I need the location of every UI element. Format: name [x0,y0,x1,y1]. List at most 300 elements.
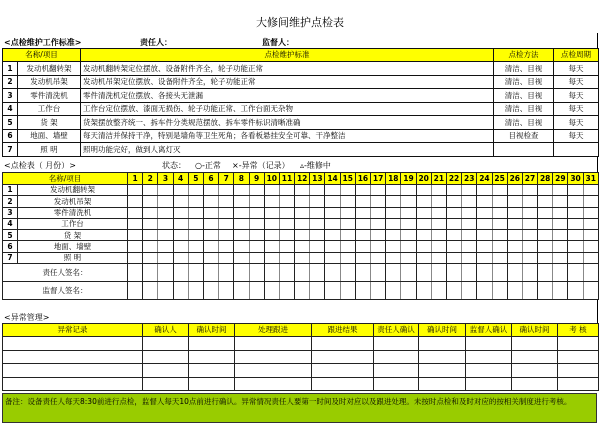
exception-cell[interactable] [558,350,599,364]
check-cell[interactable] [295,207,310,218]
exception-cell[interactable] [466,377,512,391]
check-cell[interactable] [416,218,431,229]
check-cell[interactable] [158,230,173,241]
check-cell[interactable] [173,230,188,241]
check-cell[interactable] [446,207,461,218]
check-cell[interactable] [219,252,234,263]
check-cell[interactable] [507,252,522,263]
check-cell[interactable] [386,185,401,196]
check-cell[interactable] [431,252,446,263]
signature-cell[interactable] [355,264,370,282]
signature-cell[interactable] [234,282,249,300]
signature-cell[interactable] [568,264,583,282]
check-cell[interactable] [477,252,492,263]
check-cell[interactable] [568,207,583,218]
exception-cell[interactable] [512,350,558,364]
exception-cell[interactable] [374,377,419,391]
check-cell[interactable] [462,252,477,263]
signature-cell[interactable] [553,264,568,282]
exception-cell[interactable] [312,350,374,364]
check-cell[interactable] [325,252,340,263]
check-cell[interactable] [295,196,310,207]
signature-cell[interactable] [188,264,203,282]
signature-cell[interactable] [249,264,264,282]
check-cell[interactable] [492,252,507,263]
exception-cell[interactable] [189,364,235,378]
signature-cell[interactable] [522,264,537,282]
check-cell[interactable] [522,241,537,252]
check-cell[interactable] [310,185,325,196]
check-cell[interactable] [128,252,143,263]
check-cell[interactable] [188,207,203,218]
check-cell[interactable] [340,218,355,229]
signature-cell[interactable] [325,264,340,282]
check-cell[interactable] [279,185,294,196]
check-cell[interactable] [249,241,264,252]
check-cell[interactable] [219,196,234,207]
exception-cell[interactable] [143,350,189,364]
check-cell[interactable] [401,218,416,229]
check-cell[interactable] [492,230,507,241]
check-cell[interactable] [583,207,598,218]
check-cell[interactable] [173,241,188,252]
check-cell[interactable] [583,218,598,229]
check-cell[interactable] [355,241,370,252]
check-cell[interactable] [538,218,553,229]
check-cell[interactable] [143,196,158,207]
check-cell[interactable] [340,230,355,241]
signature-cell[interactable] [522,282,537,300]
check-cell[interactable] [264,207,279,218]
exception-cell[interactable] [312,337,374,351]
check-cell[interactable] [568,230,583,241]
check-cell[interactable] [431,218,446,229]
check-cell[interactable] [264,230,279,241]
exception-cell[interactable] [143,337,189,351]
signature-cell[interactable] [295,282,310,300]
signature-cell[interactable] [279,264,294,282]
check-cell[interactable] [371,218,386,229]
check-cell[interactable] [522,207,537,218]
check-cell[interactable] [264,241,279,252]
check-cell[interactable] [340,207,355,218]
signature-cell[interactable] [249,282,264,300]
check-cell[interactable] [249,207,264,218]
check-cell[interactable] [538,230,553,241]
signature-cell[interactable] [219,282,234,300]
check-cell[interactable] [462,241,477,252]
check-cell[interactable] [158,207,173,218]
check-cell[interactable] [538,185,553,196]
signature-cell[interactable] [355,282,370,300]
check-cell[interactable] [158,252,173,263]
check-cell[interactable] [234,218,249,229]
check-cell[interactable] [355,207,370,218]
signature-cell[interactable] [219,264,234,282]
check-cell[interactable] [264,185,279,196]
check-cell[interactable] [553,241,568,252]
signature-cell[interactable] [462,264,477,282]
check-cell[interactable] [143,230,158,241]
check-cell[interactable] [462,207,477,218]
check-cell[interactable] [386,241,401,252]
check-cell[interactable] [173,252,188,263]
check-cell[interactable] [219,185,234,196]
signature-cell[interactable] [386,282,401,300]
check-cell[interactable] [188,196,203,207]
check-cell[interactable] [203,218,218,229]
signature-cell[interactable] [279,282,294,300]
signature-cell[interactable] [568,282,583,300]
check-cell[interactable] [507,218,522,229]
check-cell[interactable] [492,241,507,252]
check-cell[interactable] [325,230,340,241]
check-cell[interactable] [325,241,340,252]
exception-cell[interactable] [512,377,558,391]
check-cell[interactable] [477,207,492,218]
check-cell[interactable] [158,185,173,196]
check-cell[interactable] [188,185,203,196]
signature-cell[interactable] [583,264,598,282]
check-cell[interactable] [279,196,294,207]
signature-cell[interactable] [371,264,386,282]
check-cell[interactable] [188,230,203,241]
check-cell[interactable] [295,218,310,229]
check-cell[interactable] [446,252,461,263]
exception-cell[interactable] [189,337,235,351]
check-cell[interactable] [568,252,583,263]
check-cell[interactable] [431,207,446,218]
signature-cell[interactable] [446,282,461,300]
check-cell[interactable] [295,185,310,196]
signature-cell[interactable] [553,282,568,300]
check-cell[interactable] [203,241,218,252]
check-cell[interactable] [522,185,537,196]
exception-cell[interactable] [3,337,143,351]
check-cell[interactable] [234,241,249,252]
check-cell[interactable] [507,185,522,196]
check-cell[interactable] [416,185,431,196]
check-cell[interactable] [325,207,340,218]
exception-cell[interactable] [235,377,312,391]
exception-cell[interactable] [3,364,143,378]
exception-cell[interactable] [466,337,512,351]
check-cell[interactable] [538,252,553,263]
check-cell[interactable] [143,252,158,263]
check-cell[interactable] [310,252,325,263]
check-cell[interactable] [310,207,325,218]
check-cell[interactable] [386,252,401,263]
signature-cell[interactable] [128,264,143,282]
check-cell[interactable] [340,185,355,196]
check-cell[interactable] [553,185,568,196]
check-cell[interactable] [371,196,386,207]
check-cell[interactable] [462,230,477,241]
signature-cell[interactable] [507,282,522,300]
exception-cell[interactable] [189,350,235,364]
signature-cell[interactable] [143,264,158,282]
check-cell[interactable] [203,196,218,207]
check-cell[interactable] [431,230,446,241]
signature-cell[interactable] [538,282,553,300]
check-cell[interactable] [507,207,522,218]
check-cell[interactable] [492,207,507,218]
exception-cell[interactable] [189,377,235,391]
check-cell[interactable] [325,185,340,196]
exception-cell[interactable] [466,364,512,378]
check-cell[interactable] [203,230,218,241]
signature-cell[interactable] [325,282,340,300]
signature-cell[interactable] [158,282,173,300]
check-cell[interactable] [234,230,249,241]
check-cell[interactable] [355,185,370,196]
check-cell[interactable] [325,218,340,229]
check-cell[interactable] [522,252,537,263]
check-cell[interactable] [158,196,173,207]
check-cell[interactable] [264,196,279,207]
check-cell[interactable] [477,230,492,241]
check-cell[interactable] [477,185,492,196]
check-cell[interactable] [386,218,401,229]
check-cell[interactable] [279,230,294,241]
check-cell[interactable] [173,196,188,207]
check-cell[interactable] [203,185,218,196]
check-cell[interactable] [128,241,143,252]
check-cell[interactable] [128,207,143,218]
check-cell[interactable] [355,218,370,229]
check-cell[interactable] [401,196,416,207]
check-cell[interactable] [462,185,477,196]
check-cell[interactable] [340,252,355,263]
check-cell[interactable] [507,196,522,207]
check-cell[interactable] [340,241,355,252]
check-cell[interactable] [401,241,416,252]
check-cell[interactable] [538,196,553,207]
check-cell[interactable] [568,196,583,207]
check-cell[interactable] [446,241,461,252]
exception-cell[interactable] [419,364,466,378]
signature-cell[interactable] [462,282,477,300]
check-cell[interactable] [553,196,568,207]
check-cell[interactable] [173,185,188,196]
check-cell[interactable] [234,207,249,218]
check-cell[interactable] [553,207,568,218]
check-cell[interactable] [295,252,310,263]
check-cell[interactable] [143,185,158,196]
check-cell[interactable] [386,196,401,207]
check-cell[interactable] [158,241,173,252]
check-cell[interactable] [249,252,264,263]
check-cell[interactable] [310,230,325,241]
exception-cell[interactable] [143,377,189,391]
check-cell[interactable] [249,218,264,229]
signature-cell[interactable] [538,264,553,282]
check-cell[interactable] [431,196,446,207]
signature-cell[interactable] [446,264,461,282]
check-cell[interactable] [583,241,598,252]
signature-cell[interactable] [310,282,325,300]
signature-cell[interactable] [264,264,279,282]
check-cell[interactable] [234,196,249,207]
signature-cell[interactable] [188,282,203,300]
exception-cell[interactable] [143,364,189,378]
check-cell[interactable] [128,218,143,229]
check-cell[interactable] [386,230,401,241]
check-cell[interactable] [279,207,294,218]
signature-cell[interactable] [416,282,431,300]
check-cell[interactable] [431,185,446,196]
check-cell[interactable] [249,196,264,207]
exception-cell[interactable] [235,364,312,378]
check-cell[interactable] [522,230,537,241]
check-cell[interactable] [128,196,143,207]
signature-cell[interactable] [401,282,416,300]
check-cell[interactable] [416,196,431,207]
check-cell[interactable] [507,230,522,241]
check-cell[interactable] [295,241,310,252]
signature-cell[interactable] [477,282,492,300]
check-cell[interactable] [355,252,370,263]
check-cell[interactable] [583,252,598,263]
check-cell[interactable] [446,230,461,241]
exception-cell[interactable] [235,337,312,351]
check-cell[interactable] [538,241,553,252]
check-cell[interactable] [310,218,325,229]
exception-cell[interactable] [419,377,466,391]
check-cell[interactable] [158,218,173,229]
check-cell[interactable] [279,218,294,229]
check-cell[interactable] [401,252,416,263]
check-cell[interactable] [355,196,370,207]
check-cell[interactable] [416,241,431,252]
check-cell[interactable] [583,185,598,196]
signature-cell[interactable] [371,282,386,300]
check-cell[interactable] [568,241,583,252]
exception-cell[interactable] [3,350,143,364]
signature-cell[interactable] [203,264,218,282]
signature-cell[interactable] [173,264,188,282]
check-cell[interactable] [492,185,507,196]
check-cell[interactable] [279,252,294,263]
check-cell[interactable] [249,185,264,196]
check-cell[interactable] [310,241,325,252]
check-cell[interactable] [249,230,264,241]
check-cell[interactable] [401,185,416,196]
check-cell[interactable] [128,185,143,196]
signature-cell[interactable] [583,282,598,300]
exception-cell[interactable] [312,364,374,378]
check-cell[interactable] [492,196,507,207]
signature-cell[interactable] [401,264,416,282]
check-cell[interactable] [401,207,416,218]
check-cell[interactable] [264,218,279,229]
check-cell[interactable] [371,252,386,263]
signature-cell[interactable] [431,282,446,300]
check-cell[interactable] [583,230,598,241]
check-cell[interactable] [371,230,386,241]
check-cell[interactable] [173,218,188,229]
check-cell[interactable] [128,230,143,241]
check-cell[interactable] [553,252,568,263]
check-cell[interactable] [462,218,477,229]
check-cell[interactable] [446,218,461,229]
check-cell[interactable] [568,185,583,196]
check-cell[interactable] [583,196,598,207]
check-cell[interactable] [219,207,234,218]
exception-cell[interactable] [419,337,466,351]
check-cell[interactable] [325,196,340,207]
check-cell[interactable] [477,196,492,207]
signature-cell[interactable] [158,264,173,282]
signature-cell[interactable] [386,264,401,282]
check-cell[interactable] [446,196,461,207]
check-cell[interactable] [416,252,431,263]
exception-cell[interactable] [374,350,419,364]
check-cell[interactable] [371,185,386,196]
check-cell[interactable] [431,241,446,252]
check-cell[interactable] [553,218,568,229]
signature-cell[interactable] [295,264,310,282]
check-cell[interactable] [340,196,355,207]
check-cell[interactable] [386,207,401,218]
signature-cell[interactable] [143,282,158,300]
check-cell[interactable] [568,218,583,229]
exception-cell[interactable] [466,350,512,364]
check-cell[interactable] [188,252,203,263]
check-cell[interactable] [295,230,310,241]
check-cell[interactable] [143,241,158,252]
check-cell[interactable] [234,185,249,196]
signature-cell[interactable] [310,264,325,282]
exception-cell[interactable] [312,377,374,391]
signature-cell[interactable] [203,282,218,300]
check-cell[interactable] [416,230,431,241]
check-cell[interactable] [203,207,218,218]
check-cell[interactable] [401,230,416,241]
signature-cell[interactable] [507,264,522,282]
check-cell[interactable] [371,241,386,252]
check-cell[interactable] [477,218,492,229]
exception-cell[interactable] [374,364,419,378]
check-cell[interactable] [446,185,461,196]
exception-cell[interactable] [374,337,419,351]
check-cell[interactable] [371,207,386,218]
signature-cell[interactable] [264,282,279,300]
check-cell[interactable] [522,196,537,207]
check-cell[interactable] [492,218,507,229]
signature-cell[interactable] [416,264,431,282]
exception-cell[interactable] [558,377,599,391]
exception-cell[interactable] [3,377,143,391]
check-cell[interactable] [310,196,325,207]
exception-cell[interactable] [235,350,312,364]
check-cell[interactable] [538,207,553,218]
signature-cell[interactable] [173,282,188,300]
signature-cell[interactable] [492,282,507,300]
check-cell[interactable] [188,241,203,252]
exception-cell[interactable] [558,364,599,378]
check-cell[interactable] [462,196,477,207]
check-cell[interactable] [264,252,279,263]
check-cell[interactable] [143,207,158,218]
signature-cell[interactable] [340,282,355,300]
check-cell[interactable] [219,241,234,252]
signature-cell[interactable] [492,264,507,282]
check-cell[interactable] [279,241,294,252]
check-cell[interactable] [522,218,537,229]
signature-cell[interactable] [234,264,249,282]
check-cell[interactable] [234,252,249,263]
